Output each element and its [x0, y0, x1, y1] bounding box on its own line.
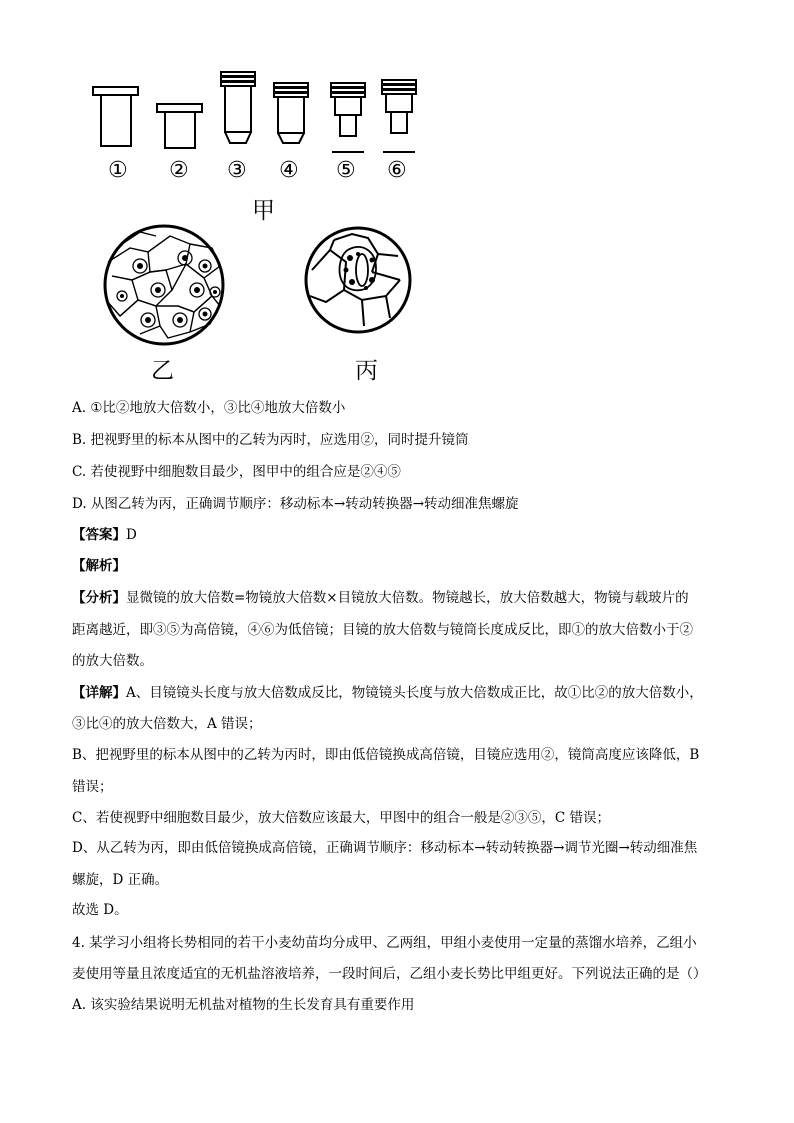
lens-label-1: ①: [108, 158, 128, 183]
analysis-tag: 【解析】: [72, 558, 126, 574]
option-d: D. 从图乙转为丙，正确调节顺序：移动标本→转动转换器→转动细准焦螺旋: [72, 496, 519, 512]
question-4-option-a: A. 该实验结果说明无机盐对植物的生长发育具有重要作用: [72, 997, 415, 1013]
objective-lens-3: [221, 72, 255, 143]
xiangjie-line-7: 螺旋，D 正确。: [72, 872, 169, 888]
field-of-view-yi: [105, 226, 223, 344]
objective-lens-5: [331, 83, 365, 152]
xiangjie-line-5: C、若使视野中细胞数目最少，放大倍数应该最大，甲图中的组合一般是②③⑤，C 错误；: [72, 810, 610, 826]
lens-label-5: ⑤: [336, 158, 356, 183]
objective-lens-4: [274, 83, 308, 143]
objective-lens-6: [382, 80, 416, 152]
microscope-figure: [0, 0, 794, 390]
figure-label-yi: 乙: [151, 358, 174, 384]
lens-label-2: ②: [169, 158, 189, 183]
fenxi-text-1: 显微镜的放大倍数=物镜放大倍数×目镜放大倍数。物镜越长，放大倍数越大，物镜与载玻片的: [126, 590, 689, 606]
option-c: C. 若使视野中细胞数目最少，图甲中的组合应是②④⑤: [72, 464, 401, 480]
fenxi-line-2: 距离越近，即③⑤为高倍镜，④⑥为低倍镜；目镜的放大倍数与镜筒长度成反比，即①的放大倍数小于②: [72, 622, 693, 638]
lens-label-3: ③: [227, 158, 247, 183]
lens-label-4: ④: [279, 158, 299, 183]
answer-tag: 【答案】: [72, 527, 126, 543]
question-4-line-2: 麦使用等量且浓度适宜的无机盐溶液培养，一段时间后，乙组小麦长势比甲组更好。下列说法正确的是（）: [72, 966, 707, 982]
eyepiece-lens-1: [93, 87, 138, 146]
xiangjie-text-1: A、目镜镜头长度与放大倍数成反比，物镜镜头长度与放大倍数成正比，故①比②的放大倍数小，: [126, 685, 703, 701]
option-a: A. ①比②地放大倍数小，③比④地放大倍数小: [72, 400, 346, 416]
fenxi-line-3: 的放大倍数。: [72, 653, 153, 669]
answer-line: [72, 525, 137, 545]
lens-label-6: ⑥: [387, 158, 407, 183]
xiangjie-line-2: ③比④的放大倍数大，A 错误；: [72, 716, 262, 732]
option-b: B. 把视野里的标本从图中的乙转为丙时，应选用②，同时提升镜筒: [72, 432, 469, 448]
question-4-line-1: 4. 某学习小组将长势相同的若干小麦幼苗均分成甲、乙两组，甲组小麦使用一定量的蒸馏水培养，乙组小: [72, 935, 697, 951]
xiangjie-line-6: D、从乙转为丙，即由低倍镜换成高倍镜，正确调节顺序：移动标本→转动转换器→调节光圈→转动细准焦: [72, 840, 698, 856]
field-of-view-bing: [306, 228, 410, 332]
answer-value: D: [126, 527, 137, 543]
fenxi-line-1: [72, 588, 689, 608]
figure-label-bing: 丙: [355, 358, 378, 384]
xiangjie-line-3: B、把视野里的标本从图中的乙转为丙时，即由低倍镜换成高倍镜，目镜应选用②，镜筒高度应该降低，B: [72, 747, 700, 763]
xiangjie-tag: 【详解】: [72, 685, 126, 701]
xiangjie-line-8: 故选 D。: [72, 902, 128, 918]
fenxi-tag: 【分析】: [72, 590, 126, 606]
xiangjie-line-1: [72, 683, 703, 703]
xiangjie-line-4: 错误；: [72, 779, 113, 795]
figure-label-jia: 甲: [252, 198, 275, 224]
eyepiece-lens-2: [157, 104, 202, 148]
